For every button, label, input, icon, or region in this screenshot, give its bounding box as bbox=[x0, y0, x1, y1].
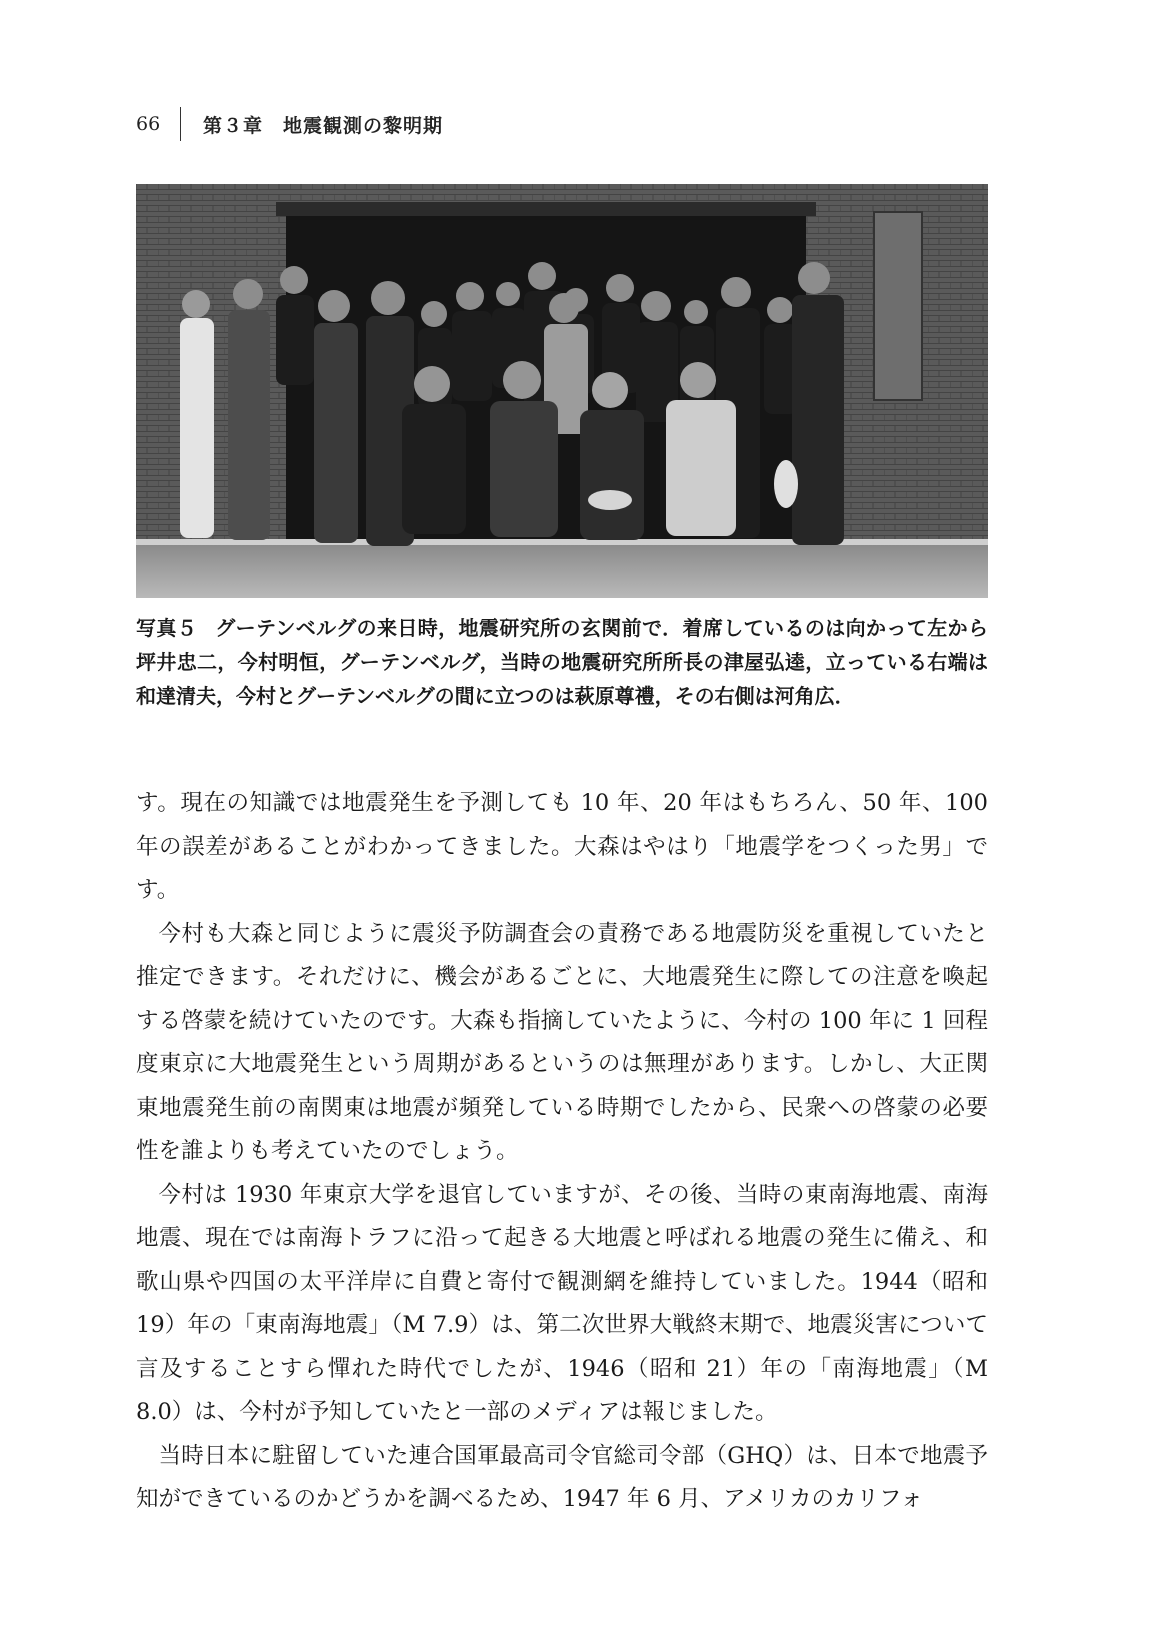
paragraph-3: 今村は 1930 年東京大学を退官していますが、その後、当時の東南海地震、南海地震、現在では南海トラフに沿って起きる大地震と呼ばれる地震の発生に備え、和歌山県や四国の太平洋岸に自費と寄付で観測網を維持していました。1944（昭和 19）年の「東南海地震」（M 7.9）は、第二次世界大戦終末期で、地震災害について言及することすら憚れた時代でしたが、1946（昭和 21）年の「南海地震」（M 8.0）は、今村が予知していたと一部のメディアは報じました。 bbox=[136, 1181, 988, 1425]
group-photo bbox=[136, 184, 988, 598]
running-header bbox=[136, 106, 443, 142]
page-number: 66 bbox=[136, 113, 161, 135]
paragraph-2: 今村も大森と同じように震災予防調査会の責務である地震防災を重視していたと推定できます。それだけに、機会があるごとに、大地震発生に際しての注意を喚起する啓蒙を続けていたのです。大森も指摘していたように、今村の 100 年に 1 回程度東京に大地震発生という周期があるというのは無理があります。しかし、大正関東地震発生前の南関東は地震が頻発している時期でしたから、民衆への啓蒙の必要性を誰よりも考えていたのでしょう。 bbox=[136, 920, 988, 1164]
chapter-title: 第３章 地震観測の黎明期 bbox=[203, 114, 444, 137]
body-text bbox=[136, 782, 988, 1522]
caption-text: グーテンベルグの来日時，地震研究所の玄関前で．着席しているのは向かって左から坪井忠二，今村明恒，グーテンベルグ，当時の地震研究所所長の津屋弘逵，立っている右端は和達清夫，今村とグーテンベルグの間に立つのは萩原尊禮，その右側は河角広． bbox=[136, 616, 988, 708]
photo-caption bbox=[136, 611, 988, 713]
caption-label: 写真５ bbox=[136, 616, 198, 640]
header-divider bbox=[180, 107, 181, 141]
paragraph-4: 当時日本に駐留していた連合国軍最高司令官総司令部（GHQ）は、日本で地震予知ができているのかどうかを調べるため、1947 年 6 月、アメリカのカリフォ bbox=[136, 1442, 988, 1512]
paragraph-1: す。現在の知識では地震発生を予測しても 10 年、20 年はもちろん、50 年、100 年の誤差があることがわかってきました。大森はやはり「地震学をつくった男」です。 bbox=[136, 790, 988, 903]
